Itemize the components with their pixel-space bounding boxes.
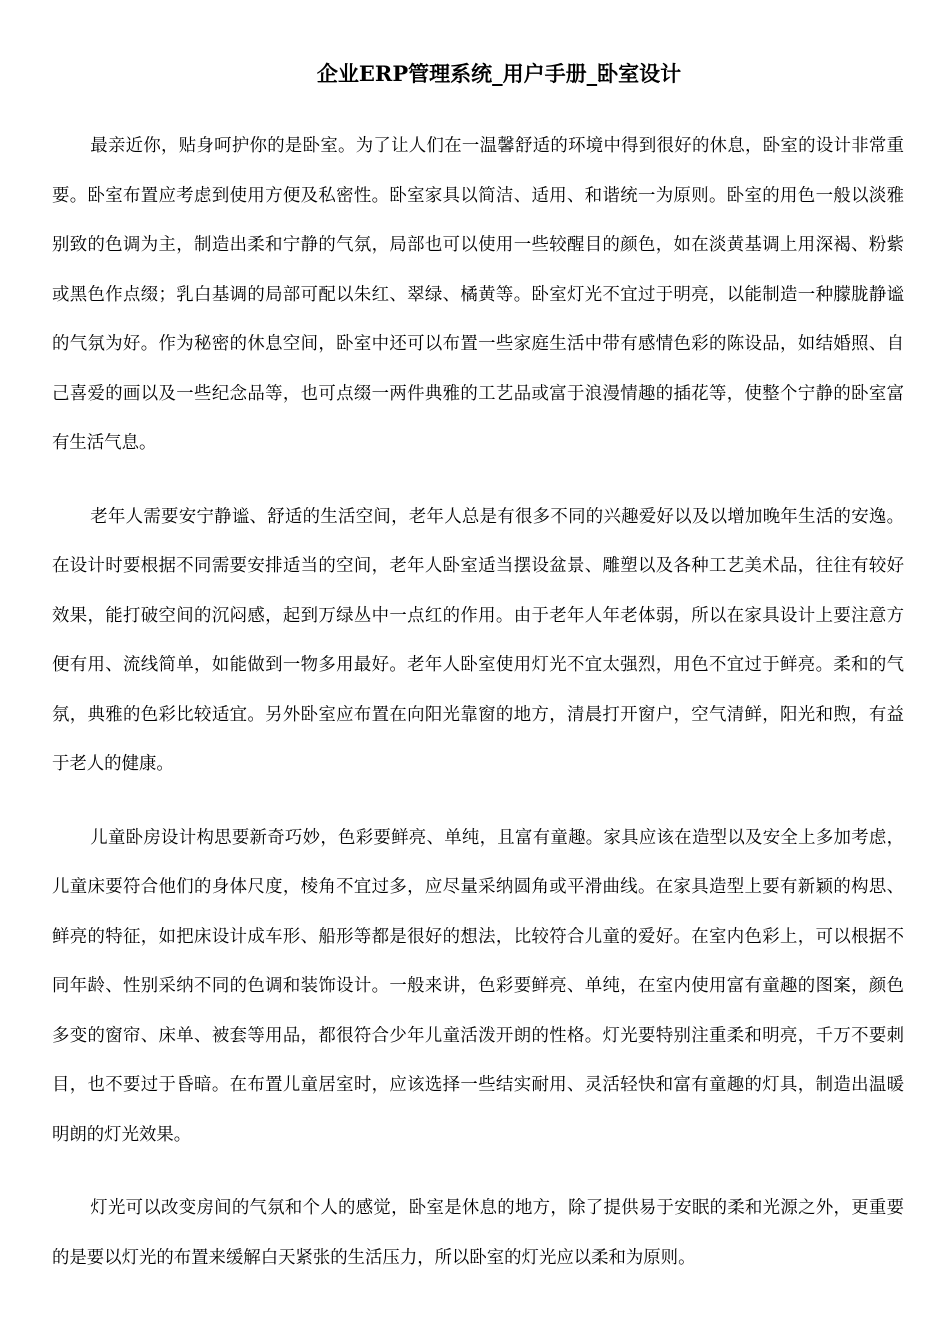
paragraph-bedroom-lighting: 灯光可以改变房间的气氛和个人的感觉，卧室是休息的地方，除了提供易于安眠的柔和光源之外，更重要的是要以灯光的布置来缓解白天紧张的生活压力，所以卧室的灯光应以柔和为原则。	[52, 1198, 904, 1268]
paragraph-bedroom-general: 最亲近你，贴身呵护你的是卧室。为了让人们在一温馨舒适的环境中得到很好的休息，卧室的设计非常重要。卧室布置应考虑到使用方便及私密性。卧室家具以简洁、适用、和谐统一为原则。卧室的用色一般以淡雅别致的色调为主，制造出柔和宁静的气氛，局部也可以使用一些较醒目的颜色，如在淡黄基调上用深褐、粉紫或黑色作点缀；乳白基调的局部可配以朱红、翠绿、橘黄等。卧室灯光不宜过于明亮，以能制造一种朦胧静谧的气氛为好。作为秘密的休息空间，卧室中还可以布置一些家庭生活中带有感情色彩的陈设品，如结婚照、自己喜爱的画以及一些纪念品等，也可点缀一两件典雅的工艺品或富于浪漫情趣的插花等，使整个宁静的卧室富有生活气息。	[52, 136, 904, 453]
paragraph-children-bedroom: 儿童卧房设计构思要新奇巧妙，色彩要鲜亮、单纯，且富有童趣。家具应该在造型以及安全上多加考虑，儿童床要符合他们的身体尺度，棱角不宜过多，应尽量采纳圆角或平滑曲线。在家具造型上要有新颖的构思、鲜亮的特征，如把床设计成车形、船形等都是很好的想法，比较符合儿童的爱好。在室内色彩上，可以根据不同年龄、性别采纳不同的色调和装饰设计。一般来讲，色彩要鲜亮、单纯，在室内使用富有童趣的图案，颜色多变的窗帘、床单、被套等用品，都很符合少年儿童活泼开朗的性格。灯光要特别注重柔和明亮，千万不要刺目，也不要过于昏暗。在布置儿童居室时，应该选择一些结实耐用、灵活轻快和富有童趣的灯具，制造出温暖明朗的灯光效果。	[52, 827, 904, 1145]
paragraph-elderly-bedroom: 老年人需要安宁静谧、舒适的生活空间，老年人总是有很多不同的兴趣爱好以及以增加晚年生活的安逸。在设计时要根据不同需要安排适当的空间，老年人卧室适当摆设盆景、雕塑以及各种工艺美术品，往往有较好效果，能打破空间的沉闷感，起到万绿丛中一点红的作用。由于老年人年老体弱，所以在家具设计上要注意方便有用、流线简单，如能做到一物多用最好。老年人卧室使用灯光不宜太强烈，用色不宜过于鲜亮。柔和的气氛，典雅的色彩比较适宜。另外卧室应布置在向阳光靠窗的地方，清晨打开窗户，空气清鲜，阳光和煦，有益于老人的健康。	[52, 506, 904, 774]
page-title: 企业ERP管理系统_用户手册_卧室设计	[316, 61, 682, 86]
document-body	[52, 122, 904, 1307]
